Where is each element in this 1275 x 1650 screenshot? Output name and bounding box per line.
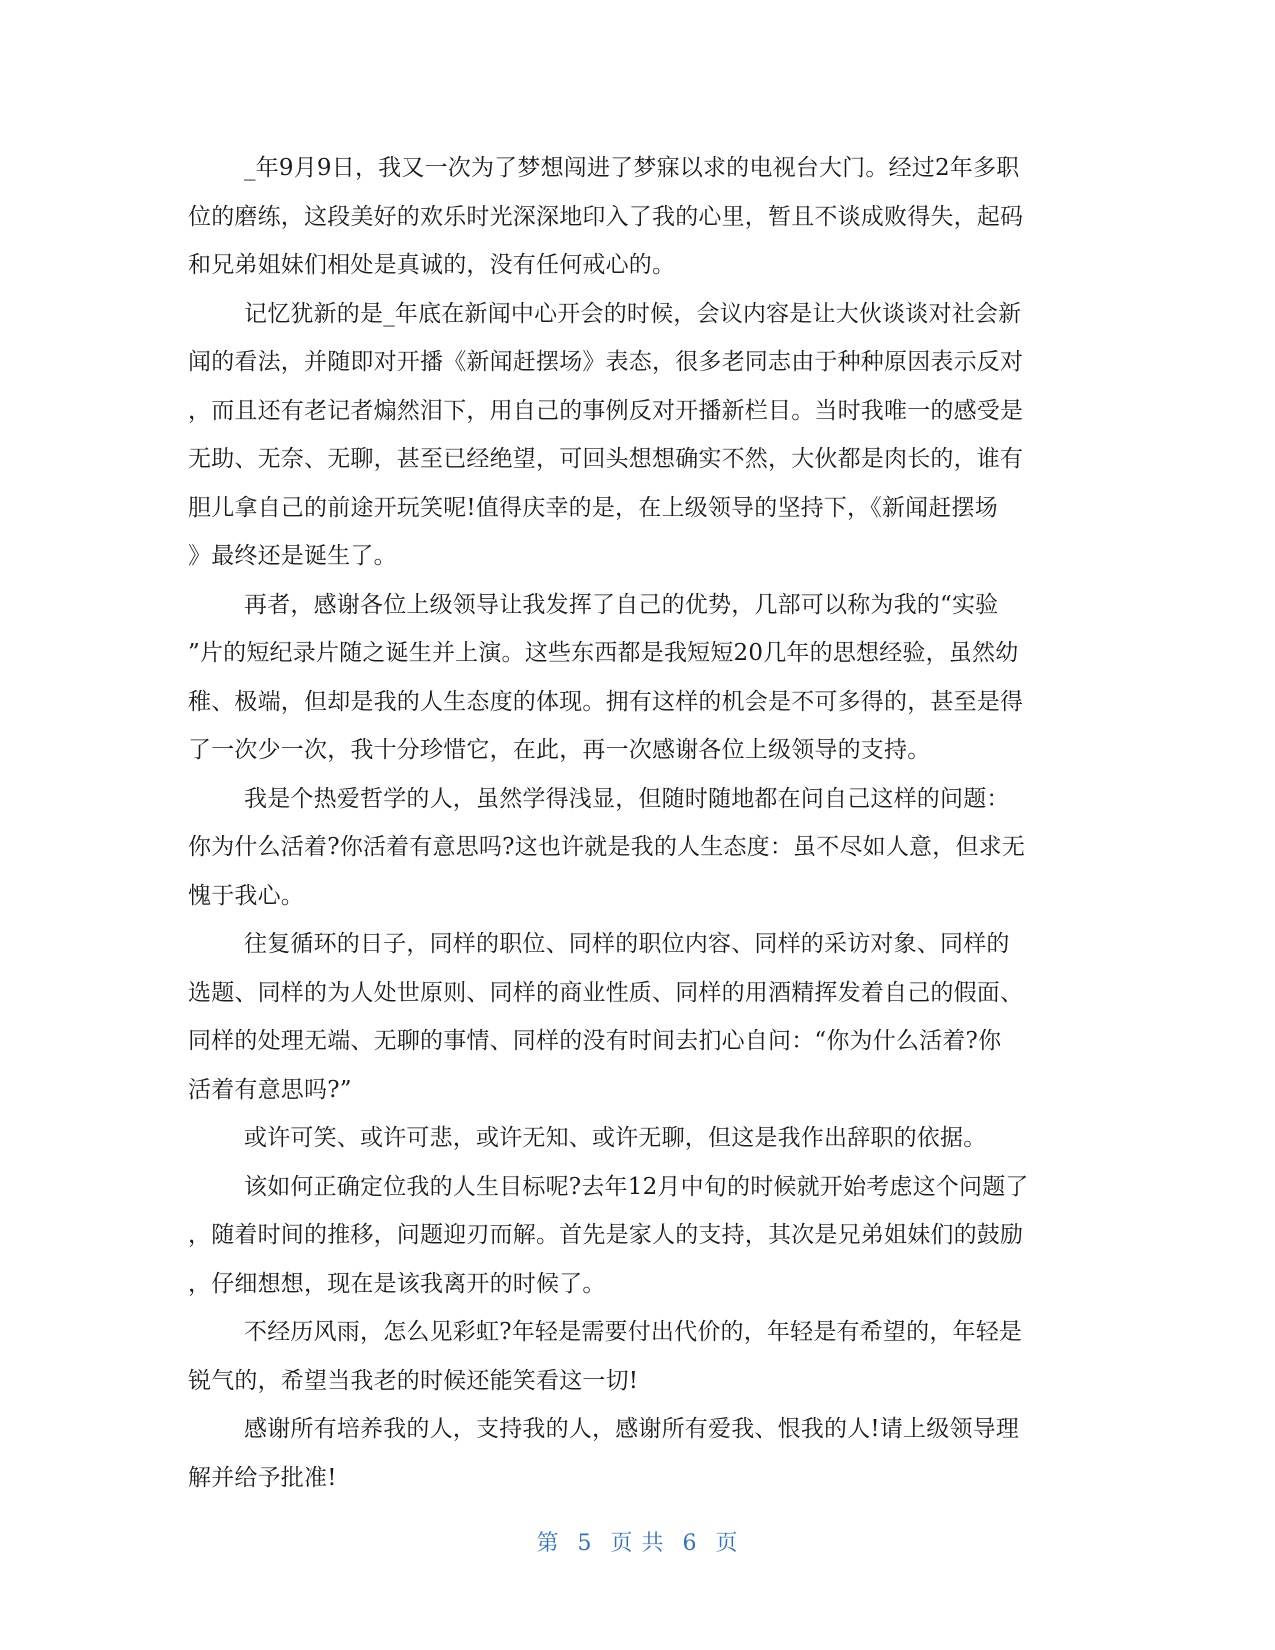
text-line: 闻的看法，并随即对开播《新闻赶摆场》表态，很多老同志由于种种原因表示反对 xyxy=(188,349,1024,375)
text-line: 该如何正确定位我的人生目标呢?去年12月中旬的时候就开始考虑这个问题了 xyxy=(244,1173,1029,1200)
text-line: 再者，感谢各位上级领导让我发挥了自己的优势，几部可以称为我的“实验 xyxy=(244,591,999,618)
text-line: 记忆犹新的是_年底在新闻中心开会的时候，会议内容是让大伙谈谈对社会新 xyxy=(244,300,1022,327)
total-pages-number: 6 xyxy=(682,1531,698,1556)
page-footer xyxy=(0,1526,1275,1557)
text-line: 胆儿拿自己的前途开玩笑呢!值得庆幸的是，在上级领导的坚持下，《新闻赶摆场 xyxy=(188,494,998,521)
text-line: ，随着时间的推移，问题迎刃而解。首先是家人的支持，其次是兄弟姐妹们的鼓励 xyxy=(188,1222,1024,1248)
text-line: 位的磨练，这段美好的欢乐时光深深地印入了我的心里，暂且不谈成败得失，起码 xyxy=(188,203,1024,230)
text-line: 活着有意思吗?” xyxy=(188,1076,352,1103)
text-line: 锐气的，希望当我老的时候还能笑看这一切! xyxy=(188,1367,639,1394)
text-line: 》最终还是诞生了。 xyxy=(188,543,397,569)
text-line: 稚、极端，但却是我的人生态度的体现。拥有这样的机会是不可多得的，甚至是得 xyxy=(188,688,1024,715)
text-line: ”片的短纪录片随之诞生并上演。这些东西都是我短短20几年的思想经验，虽然幼 xyxy=(188,640,1019,666)
text-line: 解并给予批准! xyxy=(188,1464,337,1491)
text-line: 和兄弟姐妹们相处是真诚的，没有任何戒心的。 xyxy=(188,252,676,278)
footer-prefix: 第 xyxy=(536,1531,560,1556)
text-line: 或许可笑、或许可悲，或许无知、或许无聊，但这是我作出辞职的依据。 xyxy=(244,1125,987,1151)
footer-middle: 页 共 xyxy=(610,1531,665,1556)
text-line: 你为什么活着?你活着有意思吗?这也许就是我的人生态度：虽不尽如人意，但求无 xyxy=(188,834,1026,860)
text-line: ，而且还有老记者煽然泪下，用自己的事例反对开播新栏目。当时我唯一的感受是 xyxy=(188,397,1024,424)
text-line: 我是个热爱哲学的人，虽然学得浅显，但随时随地都在问自己这样的问题： xyxy=(244,785,1010,812)
document-body xyxy=(188,144,1084,1502)
text-line: 了一次少一次，我十分珍惜它，在此，再一次感谢各位上级领导的支持。 xyxy=(188,737,931,763)
footer-suffix: 页 xyxy=(715,1531,739,1556)
text-line: _年9月9日，我又一次为了梦想闯进了梦寐以求的电视台大门。经过2年多职 xyxy=(244,155,1020,181)
text-line: ，仔细想想，现在是该我离开的时候了。 xyxy=(188,1270,606,1297)
text-line: 往复循环的日子，同样的职位、同样的职位内容、同样的采访对象、同样的 xyxy=(244,931,1010,957)
text-line: 选题、同样的为人处世原则、同样的商业性质、同样的用酒精挥发着自己的假面、 xyxy=(188,979,1024,1006)
current-page-number: 5 xyxy=(577,1531,593,1556)
text-line: 无助、无奈、无聊，甚至已经绝望，可回头想想确实不然，大伙都是肉长的，谁有 xyxy=(188,446,1024,472)
text-line: 同样的处理无端、无聊的事情、同样的没有时间去扪心自问：“你为什么活着?你 xyxy=(188,1028,1002,1054)
text-line: 感谢所有培养我的人，支持我的人，感谢所有爱我、恨我的人!请上级领导理 xyxy=(244,1416,1020,1442)
text-line: 不经历风雨，怎么见彩虹?年轻是需要付出代价的，年轻是有希望的，年轻是 xyxy=(244,1319,1023,1345)
text-line: 愧于我心。 xyxy=(188,882,304,909)
